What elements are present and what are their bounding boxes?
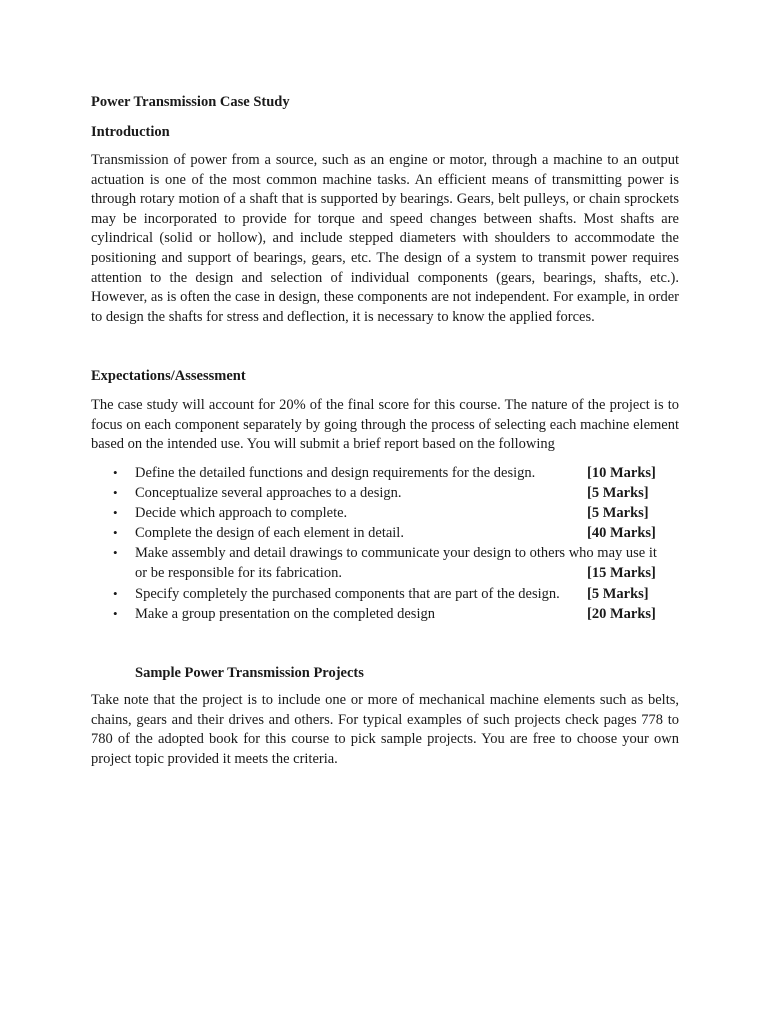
list-item: [91, 543, 681, 583]
item-text: Make a group presentation on the completed design: [135, 605, 435, 622]
sample-projects-paragraph: Take note that the project is to include one or more of mechanical machine elements such as belts, chains, gears and their drives and others. For typical examples of such projects check pages 778 to 780 of the adopted book for this course to pick sample projects. You are free to choose your own project topic provided it meets the criteria.: [91, 692, 679, 767]
item-marks: [10 Marks]: [587, 465, 656, 481]
item-text: or be responsible for its fabrication.: [135, 565, 342, 582]
expectations-paragraph: The case study will account for 20% of the final score for this course. The nature of the project is to focus on each component separately by going through the process of selecting each machine element based on the intended use. You will submit a brief report based on the following: [91, 397, 679, 453]
bullet-icon: •: [113, 585, 118, 601]
bullet-icon: •: [113, 605, 118, 621]
item-text: Define the detailed functions and design requirements for the design.: [135, 465, 536, 481]
item-text: Complete the design of each element in detail.: [135, 525, 404, 542]
bullet-icon: •: [113, 545, 118, 561]
item-marks: [40 Marks]: [587, 525, 656, 542]
assessment-list: [91, 463, 681, 624]
item-text: Conceptualize several approaches to a design.: [135, 485, 402, 502]
expectations-heading: Expectations/Assessment: [91, 368, 246, 384]
bullet-icon: •: [113, 465, 118, 480]
item-marks: [5 Marks]: [587, 505, 649, 522]
item-marks: [5 Marks]: [587, 585, 649, 602]
list-item: [91, 503, 681, 523]
bullet-icon: •: [113, 525, 118, 541]
introduction-paragraph: Transmission of power from a source, such as an engine or motor, through a machine to an output actuation is one of the most common machine tasks. An efficient means of transmitting power is through rotary motion of a shaft that is supported by bearings. Gears, belt pulleys, or chain sprockets may be incorporated to provide for torque and speed changes between shafts. Most shafts are cylindrical (solid or hollow), and include stepped diameters with shoulders to accommodate the positioning and support of bearings, gears, etc. The design of a system to transmit power requires attention to the design and selection of individual components (gears, bearings, shafts, etc.). However, as is often the case in design, these components are not independent. For example, in order to design the shafts for stress and deflection, it is necessary to know the applied forces.: [91, 152, 679, 325]
bullet-icon: •: [113, 485, 118, 501]
list-item: [91, 604, 681, 624]
bullet-icon: •: [113, 505, 118, 521]
document-title: Power Transmission Case Study: [91, 94, 290, 110]
introduction-heading: Introduction: [91, 124, 170, 140]
item-text: Specify completely the purchased components that are part of the design.: [135, 585, 560, 602]
list-item: [91, 483, 681, 503]
list-item: [91, 463, 681, 483]
item-marks: [5 Marks]: [587, 485, 649, 502]
sample-projects-heading: Sample Power Transmission Projects: [135, 665, 364, 681]
list-item: [91, 584, 681, 604]
item-text: Decide which approach to complete.: [135, 505, 348, 522]
item-marks: [15 Marks]: [587, 565, 656, 582]
item-marks: [20 Marks]: [587, 605, 656, 622]
list-item: [91, 523, 681, 543]
item-text-line1: Make assembly and detail drawings to communicate your design to others who may use it: [135, 545, 657, 562]
